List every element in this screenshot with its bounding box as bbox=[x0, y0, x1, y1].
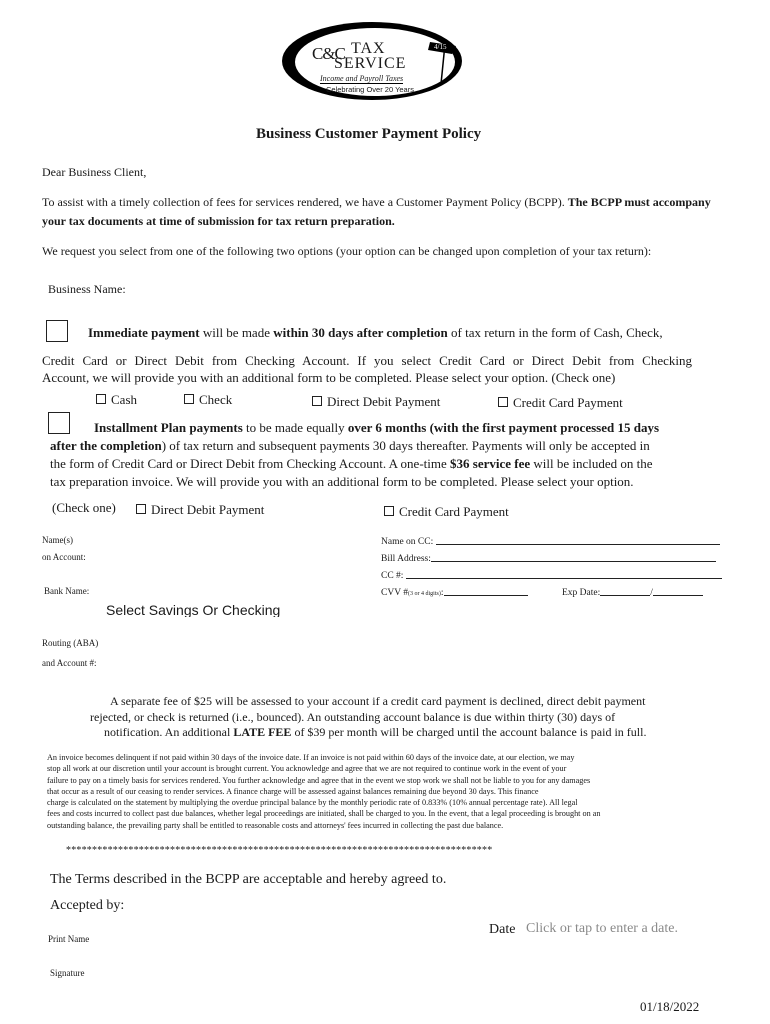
fees-line3 bbox=[104, 725, 646, 740]
direct-debit-checkbox-1[interactable] bbox=[312, 396, 322, 406]
signature-label: Signature bbox=[50, 968, 85, 978]
company-logo bbox=[280, 20, 480, 102]
option2-line3-text2: will be included on the bbox=[530, 456, 653, 471]
fees-line3-b: of $39 per month will be charged until the account balance is paid in full. bbox=[291, 725, 647, 739]
fine-print-line: failure to pay on a timely basis for services rendered. You further acknowledge and agree that in the event we stop work we shall not be liable to you for any damages bbox=[47, 775, 591, 785]
logo-tagline: Income and Payroll Taxes bbox=[320, 74, 404, 83]
date-picker-field[interactable]: Click or tap to enter a date. bbox=[526, 921, 678, 936]
cc-number-label: CC #: bbox=[381, 571, 404, 581]
footer-date: 01/18/2022 bbox=[640, 999, 700, 1014]
direct-debit-label-1: Direct Debit Payment bbox=[327, 394, 441, 409]
check-checkbox[interactable] bbox=[184, 394, 194, 404]
option2-line2-bold: after the completion bbox=[50, 438, 162, 453]
option2-line1 bbox=[94, 420, 659, 436]
choice-credit-card-2[interactable] bbox=[384, 504, 509, 520]
exp-sep: / bbox=[650, 588, 653, 598]
request-text: We request you select from one of the following two options (your option can be changed upon completion of your tax return): bbox=[42, 244, 652, 258]
fine-print bbox=[47, 752, 737, 831]
intro-text: To assist with a timely collection of fees for services rendered, we have a Customer Payment Policy (BCPP). bbox=[42, 195, 568, 209]
cc-number-row bbox=[381, 568, 722, 581]
option2-bold1: Installment Plan payments bbox=[94, 420, 243, 435]
account-number-label: and Account #: bbox=[42, 658, 97, 668]
print-name-label: Print Name bbox=[48, 934, 90, 944]
fees-line2: rejected, or check is returned (i.e., bounced). An outstanding account balance is due within thirty (30) days of bbox=[90, 710, 616, 724]
choice-check[interactable] bbox=[184, 392, 232, 408]
choice-direct-debit-1[interactable] bbox=[312, 394, 440, 410]
page-title: Business Customer Payment Policy bbox=[256, 126, 482, 142]
credit-card-label-1: Credit Card Payment bbox=[513, 395, 623, 410]
option2-line4: tax preparation invoice. We will provide you with an additional form to be completed. Please select your option. bbox=[50, 474, 634, 489]
bank-name-label: Bank Name: bbox=[44, 586, 90, 596]
date-label: Date bbox=[489, 922, 516, 937]
option2-text1: to be made equally bbox=[242, 420, 348, 435]
cvv-note: (3 or 4 digits) bbox=[408, 591, 441, 597]
option1-line2: Credit Card or Direct Debit from Checking Account. If you select Credit Card or Direct Debit from Checking bbox=[42, 353, 692, 368]
option2-line2 bbox=[50, 438, 650, 454]
credit-card-checkbox-1[interactable] bbox=[498, 397, 508, 407]
option1-line3: Account, we will provide you with an additional form to be completed. Please select your option. (Check one) bbox=[42, 370, 616, 385]
fine-print-line: stop all work at our discretion until your account is brought current. You acknowledge and agree that we are not required to continue work in the event of your bbox=[47, 764, 567, 774]
bill-address-row bbox=[381, 551, 716, 564]
account-type-select[interactable]: Select Savings Or Checking bbox=[106, 602, 281, 617]
cc-name-field[interactable] bbox=[436, 534, 720, 545]
option2-line2-text: ) of tax return and subsequent payments 30 days thereafter. Payments will only be accepted in bbox=[161, 438, 650, 453]
fees-line1: A separate fee of $25 will be assessed to your account if a credit card payment is declined, direct debit payment bbox=[110, 694, 646, 708]
fees-line3-a: notification. An additional bbox=[104, 725, 234, 739]
option2-line3-text1: the form of Credit Card or Direct Debit from Checking Account. A one-time bbox=[50, 456, 451, 471]
exp-month-field[interactable] bbox=[600, 585, 650, 596]
separator-stars: ********************************************************************************** bbox=[66, 845, 493, 856]
cc-number-field[interactable] bbox=[406, 568, 722, 579]
direct-debit-label-2: Direct Debit Payment bbox=[151, 502, 265, 517]
choice-cash[interactable] bbox=[96, 392, 137, 408]
option1-line1 bbox=[88, 325, 663, 341]
greeting: Dear Business Client, bbox=[42, 165, 147, 179]
bill-address-label: Bill Address: bbox=[381, 554, 431, 564]
choice-direct-debit-2[interactable] bbox=[136, 502, 264, 518]
intro-paragraph bbox=[42, 193, 732, 231]
logo-flag-text: 4/15 bbox=[434, 43, 447, 51]
cvv-field[interactable] bbox=[444, 585, 528, 596]
fine-print-line: fees and costs incurred to collect past due balances, whether legal proceedings are initiated, shall be charged to you. In the event, that a legal proceeding is brought on an bbox=[47, 809, 601, 819]
option1-text2: of tax return in the form of Cash, Check, bbox=[447, 325, 663, 340]
routing-label: Routing (ABA) bbox=[42, 638, 99, 648]
exp-date-label: Exp Date: bbox=[562, 588, 601, 598]
fine-print-line: outstanding balance, the prevailing party shall be entitled to reasonable costs and attorneys' fees incurred in collecting the past due balance. bbox=[47, 820, 504, 830]
late-fee-bold: LATE FEE bbox=[233, 725, 292, 739]
accepted-label: Accepted by: bbox=[50, 898, 125, 913]
business-name-label: Business Name: bbox=[48, 282, 126, 296]
cash-checkbox[interactable] bbox=[96, 394, 106, 404]
cc-name-label: Name on CC: bbox=[381, 537, 434, 547]
cvv-row: CVV #(3 or 4 digits): bbox=[381, 585, 528, 598]
terms-text: The Terms described in the BCPP are acceptable and hereby agreed to. bbox=[50, 872, 447, 887]
check-label: Check bbox=[199, 392, 233, 407]
direct-debit-checkbox-2[interactable] bbox=[136, 504, 146, 514]
option1-bold2: within 30 days after completion bbox=[273, 325, 448, 340]
logo-line1: TAX bbox=[351, 40, 386, 57]
option1-bold1: Immediate payment bbox=[88, 325, 200, 340]
on-account-label: on Account: bbox=[42, 552, 86, 562]
fine-print-line: An invoice becomes delinquent if not paid within 30 days of the invoice date. If an invoice is not paid within 60 days of the invoice date, at our election, we may bbox=[47, 753, 575, 762]
fine-print-line: charge is calculated on the statement by multiplying the overdue principal balance by the monthly periodic rate of 0.833% (10% annual percentage rate). All legal bbox=[47, 798, 578, 808]
option2-line3 bbox=[50, 456, 653, 472]
logo-celebrating: Celebrating Over 20 Years bbox=[326, 85, 414, 94]
exp-year-field[interactable] bbox=[653, 585, 703, 596]
installment-plan-checkbox[interactable] bbox=[48, 412, 70, 434]
exp-date-row bbox=[562, 585, 703, 598]
choice-credit-card-1[interactable] bbox=[498, 395, 623, 411]
fine-print-line: that occur as a result of our ceasing to render services. A finance charge will be assessed against balances remaining due beyond 30 days. This finance bbox=[47, 786, 539, 796]
logo-mark: C&C bbox=[312, 44, 345, 63]
intro-bold: The BCPP must accompany your tax documents at time of submission for tax return preparation. bbox=[42, 195, 711, 228]
cash-label: Cash bbox=[111, 392, 137, 407]
option2-bold2: over 6 months (with the first payment processed 15 days bbox=[347, 420, 660, 435]
bill-address-field[interactable] bbox=[431, 551, 716, 562]
credit-card-label-2: Credit Card Payment bbox=[399, 504, 509, 519]
logo-line2: SERVICE bbox=[334, 55, 407, 72]
cvv-label: CVV # bbox=[381, 588, 409, 598]
credit-card-checkbox-2[interactable] bbox=[384, 506, 394, 516]
immediate-payment-checkbox[interactable] bbox=[46, 320, 68, 342]
check-one-label: (Check one) bbox=[52, 500, 116, 515]
names-label: Name(s) bbox=[42, 535, 73, 545]
option1-text1: will be made bbox=[199, 325, 274, 340]
cc-name-row bbox=[381, 534, 720, 547]
option2-line3-bold: $36 service fee bbox=[450, 456, 531, 471]
